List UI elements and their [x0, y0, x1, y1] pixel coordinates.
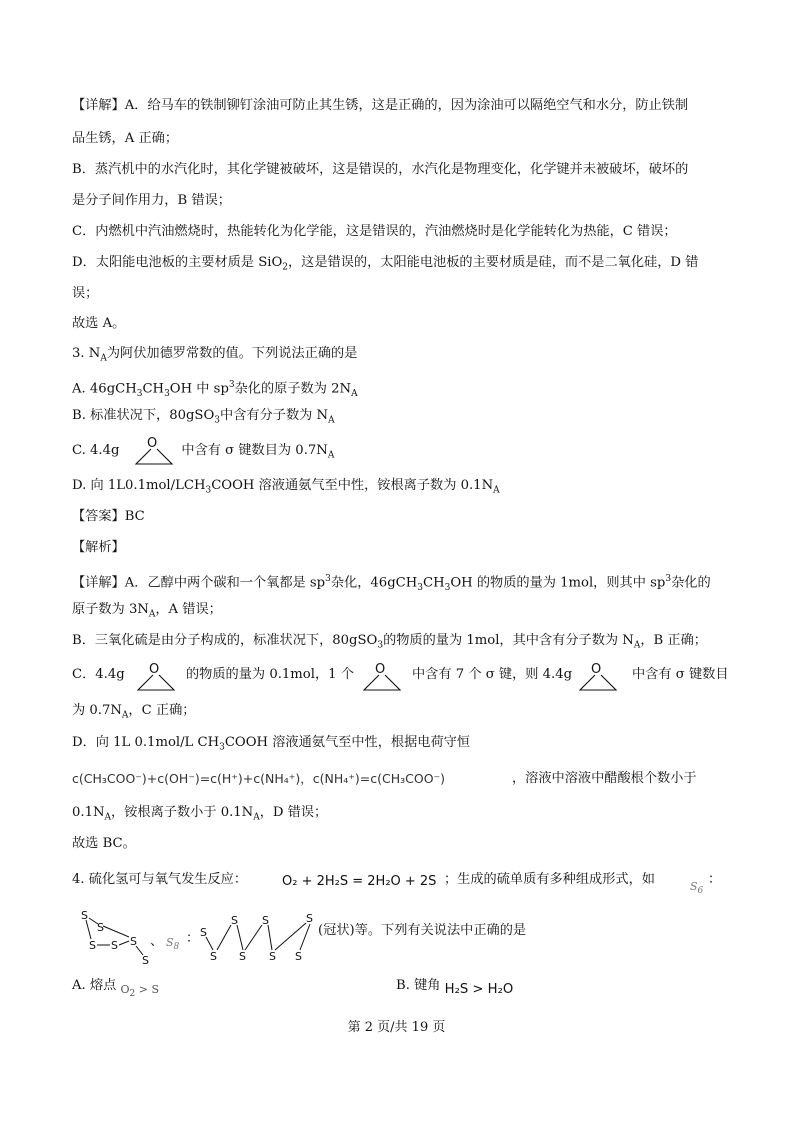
q4-stem-3: (冠状)等。下列有关说法中正确的是 — [318, 923, 527, 938]
svg-text:O: O — [591, 662, 602, 677]
svg-text:S: S — [262, 914, 269, 927]
svg-text:S: S — [239, 950, 246, 963]
q3-explain-d: D．向 1L 0.1mol/L $CH_3COOH$ 溶液通氨气至中性，根据电荷守恒 — [72, 735, 471, 753]
q3-answer: 【答案】BC — [72, 509, 145, 524]
s6-label: $S_6$ — [690, 880, 704, 897]
explain-conclusion: 故选 A。 — [72, 316, 126, 331]
charge-balance-equation: c(CH₃COO⁻)+c(OH⁻)=c(H⁺)+c(NH₄⁺)，c(NH₄⁺)=c(CH₃COO⁻) — [72, 771, 446, 786]
q3-explain-a-2: 原子数为 $3N_A$，A 错误； — [72, 602, 222, 620]
epoxide-structure — [132, 434, 176, 468]
q4-stem-2: ；生成的硫单质有多种组成形式，如 — [444, 872, 655, 887]
svg-text:S: S — [97, 921, 104, 934]
svg-text:S: S — [89, 939, 96, 952]
q4-option-b: B. 键角 H₂S > H₂O — [396, 978, 514, 997]
s8-crown-structure — [198, 910, 318, 964]
q3-option-a: A. $46gCH_3CH_3OH$ 中 $sp^3$杂化的原子数为 $2N_A$ — [72, 380, 358, 400]
q3-option-b: B. 标准状况下，80gSO$_3$中含有分子数为 $N_A$ — [72, 408, 335, 426]
q4-option-a: A. 熔点 $_{O_2 > S}$ — [72, 978, 160, 1000]
explain-line-4: 是分子间作用力，B 错误； — [72, 193, 231, 208]
s8-label: $S_8$ — [166, 936, 180, 953]
explain-line-5: C．内燃机中汽油燃烧时，热能转化为化学能，这是错误的，汽油燃烧时是化学能转化为热能，C 错误； — [72, 224, 677, 239]
explain-line-6: D．太阳能电池板的主要材质是 SiO$_2$，这是错误的，太阳能电池板的主要材质是硅，而不是二氧化硅，D 错 — [72, 255, 699, 273]
q3-option-d: D. 向 $1L0.1mol/LCH_3COOH$ 溶液通氨气至中性，铵根离子数为 $0.1N_A$ — [72, 478, 500, 496]
q3-explain-c-5: 为 $0.7N_A$，C 正确； — [72, 703, 196, 721]
q3-explain-c-2: 的物质的量为 0.1mol，1 个 — [186, 667, 354, 682]
q4-colon: ： — [708, 872, 722, 887]
svg-text:S: S — [210, 950, 217, 963]
svg-text:O: O — [375, 662, 386, 677]
svg-text:S: S — [306, 912, 313, 925]
q4-stem-1: 4. 硫化氢可与氧气发生反应： — [72, 872, 248, 887]
q3-stem: 3. $N_A$为阿伏加德罗常数的值。下列说法正确的是 — [72, 346, 358, 364]
svg-text:S: S — [142, 954, 149, 967]
epoxide-structure — [576, 660, 620, 694]
svg-text:S: S — [231, 914, 238, 927]
svg-text:S: S — [130, 935, 137, 948]
svg-text:S: S — [81, 909, 88, 922]
epoxide-structure — [134, 660, 178, 694]
svg-text:S: S — [111, 939, 118, 952]
svg-text:S: S — [200, 926, 207, 939]
q3-option-c: C. 4.4g 中含有 σ 键数目为 $0.7N_A$ — [72, 443, 335, 461]
q3-explain-c-1: C．4.4g — [72, 667, 125, 682]
q3-analysis-heading: 【解析】 — [72, 540, 125, 555]
q3-explain-b: B．三氧化硫是由分子构成的，标准状况下，80gSO$_3$的物质的量为 1mol，其中含有分子数为 $N_A$，B 正确； — [72, 633, 707, 651]
q3-explain-c-4: 中含有 σ 键数目 — [632, 667, 729, 682]
svg-text:O: O — [149, 662, 160, 677]
svg-text:O: O — [147, 436, 158, 451]
q4-separator: 、 — [150, 934, 164, 949]
q3-explain-d-2: ，溶液中溶液中醋酸根个数小于 — [512, 771, 697, 786]
svg-text:S: S — [295, 950, 302, 963]
svg-text:S: S — [269, 950, 276, 963]
q3-explain-d-3: $0.1N_A$，铵根离子数小于 $0.1N_A$，D 错误； — [72, 805, 328, 823]
explain-line-1: 【详解】A．给马车的铁制铆钉涂油可防止其生锈，这是正确的，因为涂油可以隔绝空气和水分，防止铁制 — [72, 98, 689, 113]
q3-explain-c-3: 中含有 7 个 σ 键，则 4.4g — [412, 667, 573, 682]
explain-line-2: 品生锈，A 正确； — [72, 131, 179, 146]
explain-line-7: 误； — [72, 286, 99, 301]
epoxide-structure — [360, 660, 404, 694]
q4-colon-2: ： — [186, 931, 200, 946]
page-footer: 第 2 页/共 19 页 — [347, 1020, 446, 1035]
explain-line-3: B．蒸汽机中的水汽化时，其化学键被破坏，这是错误的，水汽化是物理变化，化学键并未被破坏，破坏的 — [72, 162, 689, 177]
q3-conclusion: 故选 BC。 — [72, 836, 136, 851]
q3-explain-a: 【详解】A．乙醇中两个碳和一个氧都是 $sp^3$杂化，$46gCH_3CH_3OH$ 的物质的量为 1mol，则其中 $sp^3$杂化的 — [72, 574, 711, 594]
reaction-equation: O₂ + 2H₂S = 2H₂O + 2S — [282, 874, 437, 889]
s6-ring-structure — [78, 908, 152, 968]
